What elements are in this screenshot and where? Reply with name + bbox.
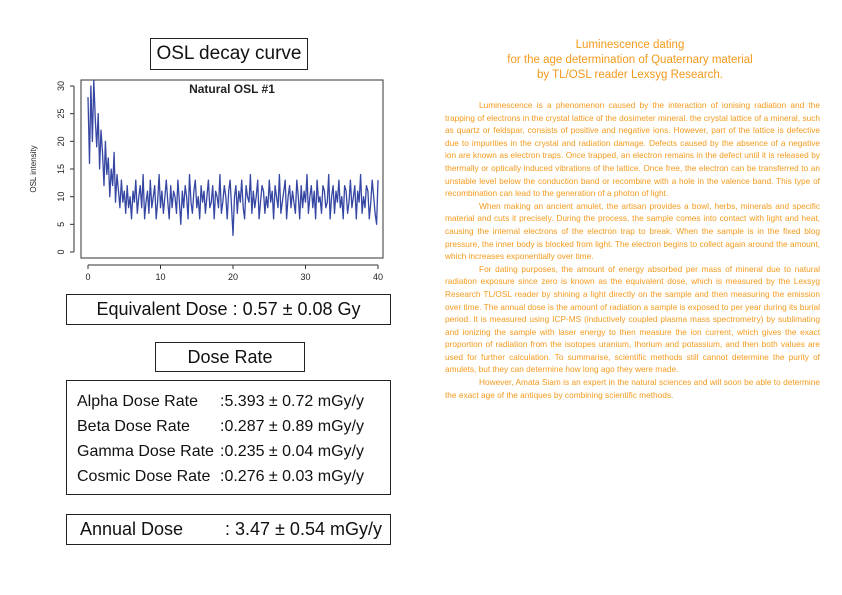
osl-title-box <box>150 38 308 70</box>
beta-dose-row <box>77 414 390 439</box>
y-tick-label: 15 <box>56 163 66 175</box>
y-axis-label: OSL intensity <box>29 145 38 193</box>
equivalent-dose-value: : 0.57 ± 0.08 Gy <box>232 299 361 319</box>
x-tick-label: 0 <box>85 272 91 282</box>
heading-line-3: by TL/OSL reader Lexsyg Research. <box>536 69 723 81</box>
annual-dose-box <box>66 514 391 545</box>
dose-rate-title: Dose Rate <box>187 347 273 367</box>
x-tick-label: 20 <box>227 272 239 282</box>
plot-frame <box>81 80 383 258</box>
article-paragraph-4: However, Amata Siam is an expert in the natural sciences and will soon be able to determine the exact age of the antiques by combining scientific methods. <box>445 377 820 400</box>
x-tick-label: 10 <box>155 272 166 282</box>
equivalent-dose-label: Equivalent Dose <box>96 299 228 319</box>
x-axis <box>85 265 383 282</box>
alpha-dose-value: :5.393 ± 0.72 mGy/y <box>220 393 364 410</box>
article-paragraph-3: For dating purposes, the amount of energy absorbed per mass of mineral due to natural radiation exposure since zero is known as the equivalent dose, which is measured by the Lexsyg Research TL/OSL reader by shining a light directly on the sample and then measuring the emission over time. The annual dose is the amount of radiation a sample is exposed to per year during its burial period. It is measured using ICP-MS (inductively coupled plasma mass spectrometry) by sublimating and ionizing the sample with laser energy to then measure the ion current, which gives the exact proportion of radiation from the isotopes uranium, thorium and potassium, and then both values are used for further calculation. To summarise, scientific methods still cannot determine the purity of amulets, but they can determine how long ago they were made. <box>445 263 820 375</box>
osl-decay-chart <box>30 76 394 286</box>
article-body <box>445 99 820 401</box>
y-axis <box>56 81 74 255</box>
y-tick-label: 25 <box>56 108 66 119</box>
gamma-dose-label: Gamma Dose Rate <box>77 443 214 460</box>
y-tick-label: 20 <box>56 136 66 147</box>
gamma-dose-row <box>77 439 390 464</box>
beta-dose-label: Beta Dose Rate <box>77 418 190 435</box>
heading-line-2: for the age determination of Quaternary material <box>507 54 753 66</box>
alpha-dose-label: Alpha Dose Rate <box>77 393 198 410</box>
x-tick-label: 30 <box>300 272 311 282</box>
gamma-dose-value: :0.235 ± 0.04 mGy/y <box>220 443 364 460</box>
annual-dose-label: Annual Dose <box>80 519 184 539</box>
y-tick-label: 30 <box>56 80 66 92</box>
y-tick-label: 5 <box>56 221 66 227</box>
series-line <box>88 81 378 236</box>
series-group <box>88 81 378 236</box>
heading-line-1: Luminescence dating <box>575 39 685 51</box>
dose-rate-title-box <box>155 342 305 372</box>
article-paragraph-1: Luminescence is a phenomenon caused by the interaction of ionising radiation and the trapping of electrons in the crystal lattice of the dosimeter mineral. the crystal lattice of a mineral, such as quartz or feldspar, consists of positive and negative ions. However, part of the lattice is defective due to impurities in the crystal and radiation damage. Defects caused by the absence of a negative ion are known as electron traps. Once trapped, an electron remains in the defect until it is released by thermally or optically induced vibrations of the lattice. Once free, the electron can be transferred to an unstable level below the conduction band or recombine with a hole in the valence band. This type of recombination can lead to the generation of a photon of light. <box>445 100 820 199</box>
annual-dose-value: : 3.47 ± 0.54 mGy/y <box>225 519 382 539</box>
chart-title: Natural OSL #1 <box>189 82 275 96</box>
article-paragraph-2: When making an ancient amulet, the artisan provides a bowl, herbs, minerals and specific material and cuts it precisely. During the process, the sample comes into contact with light and heat, causing the internal electrons of the electron trap to break. When the sample is in the fixed blog pressure, the inner body is blocked from light. The electron begins to collect again around the amount, which increases exponentially over time. <box>445 200 820 262</box>
cosmic-dose-row <box>77 464 390 489</box>
cosmic-dose-label: Cosmic Dose Rate <box>77 468 211 485</box>
alpha-dose-row <box>77 389 390 414</box>
osl-title: OSL decay curve <box>156 43 302 64</box>
x-tick-label: 40 <box>372 272 384 282</box>
cosmic-dose-value: :0.276 ± 0.03 mGy/y <box>220 468 364 485</box>
dose-rates-box <box>66 380 391 495</box>
y-tick-label: 0 <box>56 249 66 255</box>
article-heading <box>480 38 780 83</box>
equivalent-dose-box <box>66 294 391 325</box>
beta-dose-value: :0.287 ± 0.89 mGy/y <box>220 418 364 435</box>
y-tick-label: 10 <box>56 191 66 202</box>
